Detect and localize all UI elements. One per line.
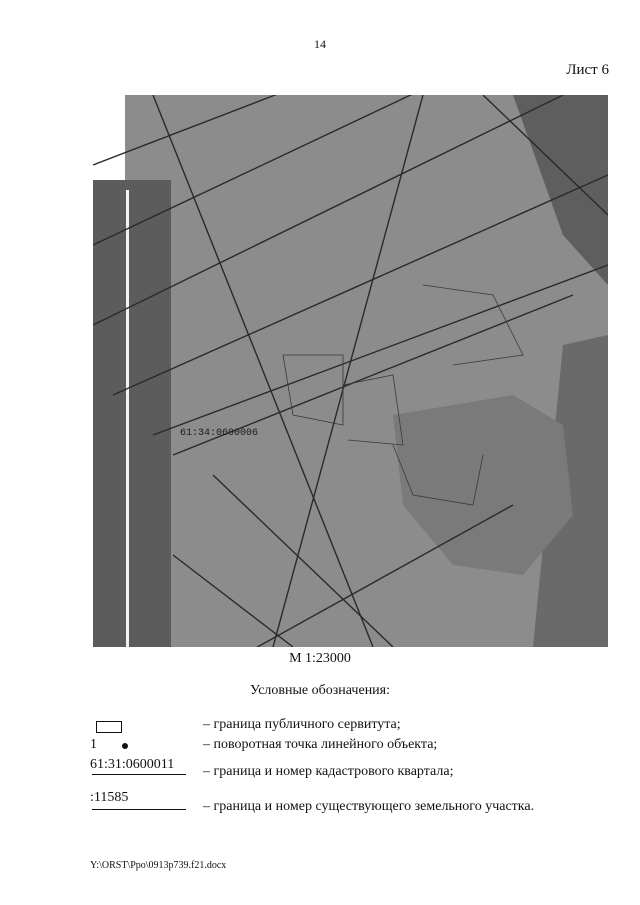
point-dot-icon xyxy=(122,743,128,749)
legend-symbol xyxy=(90,790,200,822)
legend-symbol xyxy=(90,737,200,759)
legend-label: – граница и номер существующего земельного участка. xyxy=(203,799,535,814)
sheet-label: Лист 6 xyxy=(566,62,609,78)
legend-item-servitude xyxy=(90,717,610,739)
cadastral-map xyxy=(93,95,608,647)
legend-item-point xyxy=(90,737,610,759)
legend-symbol xyxy=(90,717,200,739)
footer-file-path: Y:\ORST\Ppo\0913p739.f21.docx xyxy=(90,860,227,871)
quarter-number: 61:31:0600011 xyxy=(90,757,175,772)
parcel-boundary-line xyxy=(92,809,186,810)
parcel-number: :11585 xyxy=(90,790,129,805)
legend-item-quarter xyxy=(90,757,610,789)
map-graphic xyxy=(93,95,608,647)
map-white-line xyxy=(126,190,129,647)
point-number: 1 xyxy=(90,737,97,752)
page-number: 14 xyxy=(314,37,326,51)
quarter-boundary-line xyxy=(92,774,186,775)
legend-label: – граница публичного сервитута; xyxy=(203,717,401,732)
legend-item-parcel xyxy=(90,790,610,822)
map-scale: М 1:23000 xyxy=(289,651,351,666)
servitude-rectangle-icon xyxy=(96,721,122,733)
legend-label: – поворотная точка линейного объекта; xyxy=(203,737,438,752)
legend-label: – граница и номер кадастрового квартала; xyxy=(203,764,454,779)
legend-symbol xyxy=(90,757,200,789)
map-dark-strip xyxy=(93,180,171,647)
map-white-corner xyxy=(93,95,125,180)
legend-title: Условные обозначения: xyxy=(249,683,391,698)
map-quarter-label: 61:34:0600006 xyxy=(180,428,259,439)
